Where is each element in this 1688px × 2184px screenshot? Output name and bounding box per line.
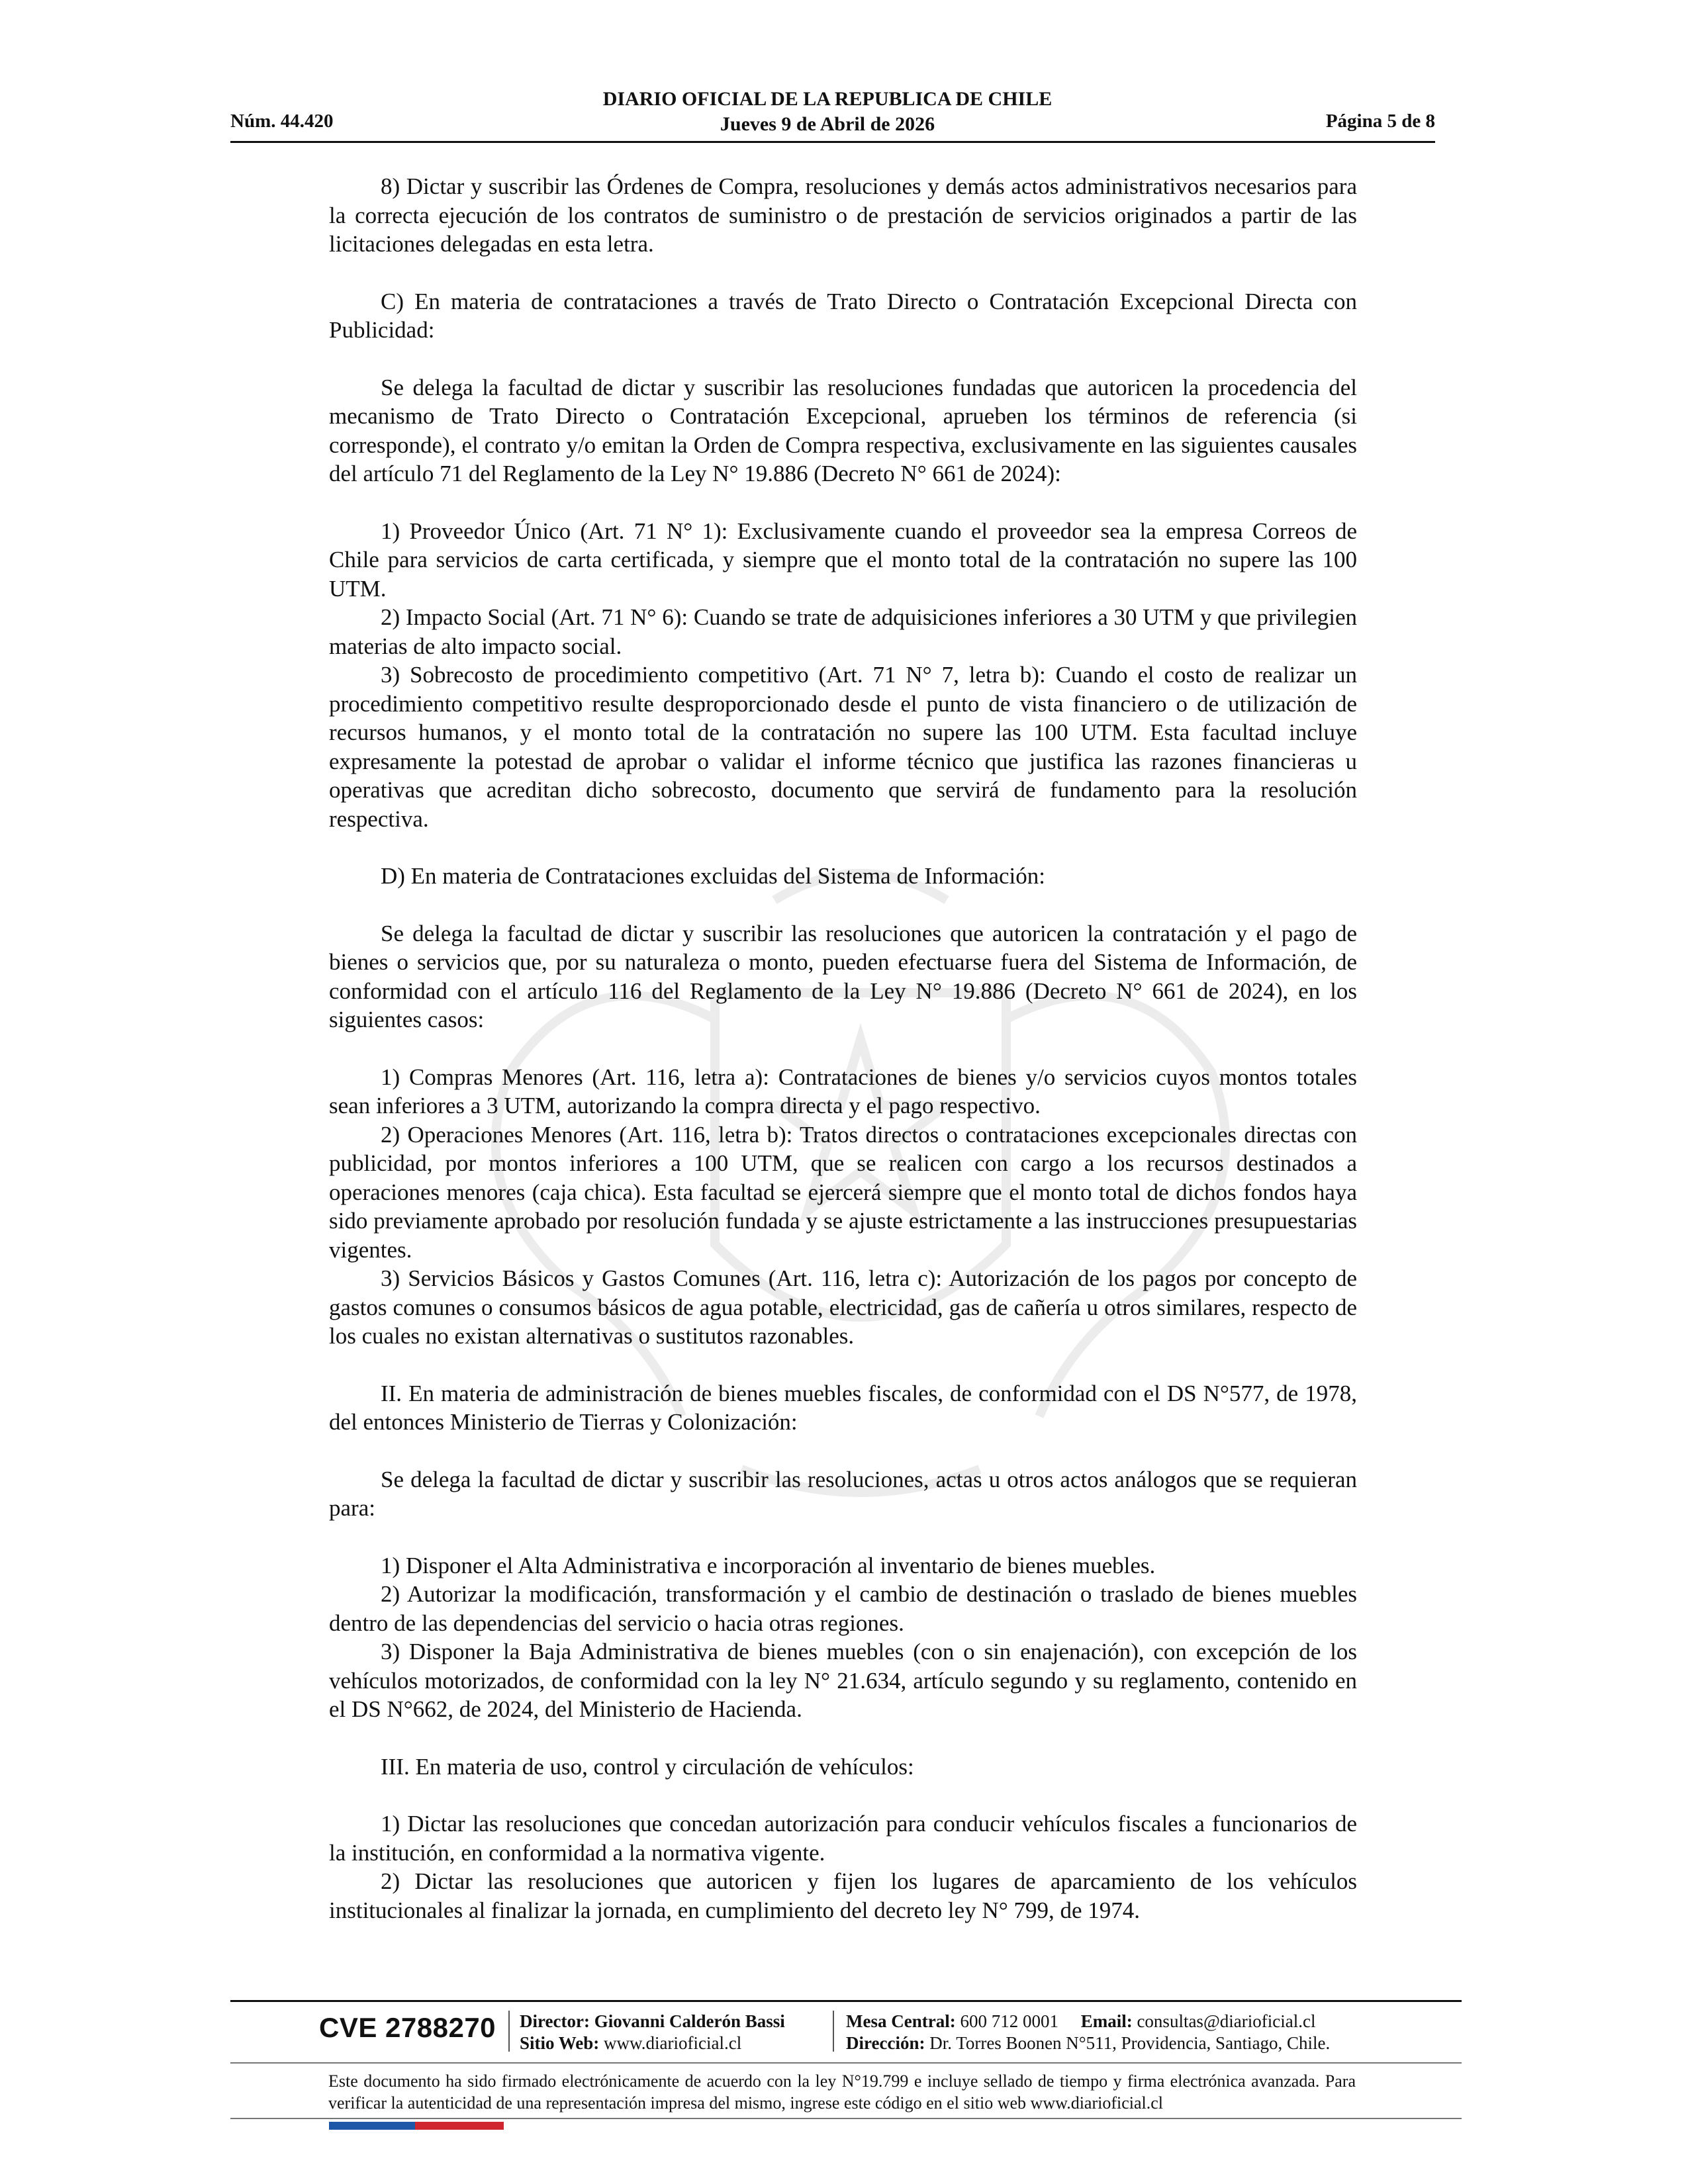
cve-code: CVE 2788270	[319, 2012, 496, 2043]
address-value: Dr. Torres Boonen N°511, Providencia, Santiago, Chile.	[929, 2033, 1331, 2053]
paragraph: Se delega la facultad de dictar y suscribir las resoluciones, actas u otros actos análogos que se requieran para:	[329, 1466, 1357, 1521]
website-link[interactable]: www.diarioficial.cl	[604, 2033, 742, 2053]
section-heading: II. En materia de administración de bienes muebles fiscales, de conformidad con el DS N°577, de 1978, del entonces Ministerio de Tierras y Colonización:	[329, 1380, 1357, 1435]
list-item: 2) Operaciones Menores (Art. 116, letra b): Tratos directos o contrataciones excepcionales directas con publicidad, por montos inferiores a 100 UTM, que se realicen con cargo a los recursos destinados a operaciones menores (caja chica). Esta facultad se ejercerá siempre que el monto total de dichos fondos haya sido previamente aprobado por resolución fundada y se ajuste estrictamente a las instrucciones presupuestarias vigentes.	[329, 1121, 1357, 1263]
list-item: 2) Autorizar la modificación, transformación y el cambio de destinación o traslado de bienes muebles dentro de las dependencias del servicio o hacia otras regiones.	[329, 1581, 1357, 1636]
footer-divider-bottom	[230, 2118, 1462, 2119]
list-item: 1) Proveedor Único (Art. 71 N° 1): Exclusivamente cuando el proveedor sea la empresa Correos de Chile para servicios de carta certificada, y siempre que el monto total de la contratación no supere las 100 UTM.	[329, 518, 1357, 602]
list-item: 1) Disponer el Alta Administrativa e incorporación al inventario de bienes muebles.	[381, 1552, 1156, 1578]
footer-director-block	[520, 2011, 785, 2054]
masthead-title: DIARIO OFICIAL DE LA REPUBLICA DE CHILE	[602, 88, 1053, 110]
list-item: 2) Dictar las resoluciones que autoricen y fijen los lugares de aparcamiento de los vehículos institucionales al finalizar la jornada, en cumplimiento del decreto ley N° 799, de 1974.	[329, 1868, 1357, 1923]
director-name: Giovanni Calderón Bassi	[594, 2011, 785, 2031]
footer-contact-block	[846, 2011, 1330, 2054]
flag-stripe-red	[415, 2122, 504, 2130]
header-divider	[230, 141, 1435, 143]
list-item: 1) Compras Menores (Art. 116, letra a): Contrataciones de bienes y/o servicios cuyos montos totales sean inferiores a 3 UTM, autorizando la compra directa y el pago respectivo.	[329, 1064, 1357, 1118]
list-item: 3) Disponer la Baja Administrativa de bienes muebles (con o sin enajenación), con excepción de los vehículos motorizados, de conformidad con la ley N° 21.634, artículo segundo y su reglamento, contenido en el DS N°662, de 2024, del Ministerio de Hacienda.	[329, 1639, 1357, 1722]
email-link[interactable]: consultas@diarioficial.cl	[1137, 2011, 1316, 2031]
footer-separator	[508, 2011, 510, 2052]
footer-divider-mid	[230, 2062, 1462, 2064]
issue-number: Núm. 44.420	[230, 111, 334, 132]
masthead	[463, 87, 1192, 137]
document-body	[329, 172, 1357, 1925]
website-label: Sitio Web:	[520, 2033, 600, 2053]
phone-label: Mesa Central:	[846, 2011, 956, 2031]
footer-divider-top	[230, 2000, 1462, 2002]
list-item: 1) Dictar las resoluciones que concedan autorización para conducir vehículos fiscales a funcionarios de la institución, en conformidad a la normativa vigente.	[329, 1811, 1357, 1866]
director-label: Director:	[520, 2011, 590, 2031]
flag-stripe-blue	[329, 2122, 415, 2130]
footer-separator	[833, 2011, 834, 2052]
list-item: 3) Sobrecosto de procedimiento competitivo (Art. 71 N° 7, letra b): Cuando el costo de realizar un procedimiento competitivo resulte desproporcionado desde el punto de vista financiero o de utilización de recursos humanos, y el monto total de la contratación no supere las 100 UTM. Esta facultad incluye expresamente la potestad de aprobar o validar el informe técnico que justifica las razones financieras u operativas que acreditan dicho sobrecosto, documento que servirá de fundamento para la resolución respectiva.	[329, 662, 1357, 832]
paragraph: Se delega la facultad de dictar y suscribir las resoluciones fundadas que autoricen la procedencia del mecanismo de Trato Directo o Contratación Excepcional, aprueben los términos de referencia (si corresponde), el contrato y/o emitan la Orden de Compra respectiva, exclusivamente en las siguientes causales del artículo 71 del Reglamento de la Ley N° 19.886 (Decreto N° 661 de 2024):	[329, 374, 1357, 486]
phone-value: 600 712 0001	[960, 2011, 1058, 2031]
section-heading: C) En materia de contrataciones a través de Trato Directo o Contratación Excepcional Directa con Publicidad:	[329, 288, 1357, 343]
section-heading: D) En materia de Contrataciones excluidas del Sistema de Información:	[381, 863, 1045, 889]
list-item: 3) Servicios Básicos y Gastos Comunes (Art. 116, letra c): Autorización de los pagos por concepto de gastos comunes o consumos básicos de agua potable, electricidad, gas de cañería u otros similares, respecto de los cuales no existan alternativas o sustitutos razonables.	[329, 1265, 1357, 1349]
page-indicator: Página 5 de 8	[1325, 111, 1435, 132]
issue-date: Jueves 9 de Abril de 2026	[720, 113, 935, 135]
paragraph: Se delega la facultad de dictar y suscribir las resoluciones que autoricen la contratación y el pago de bienes o servicios que, por su naturaleza o monto, pueden efectuarse fuera del Sistema de Información, de conformidad con el artículo 116 del Reglamento de la Ley N° 19.886 (Decreto N° 661 de 2024), en los siguientes casos:	[329, 920, 1357, 1032]
email-label: Email:	[1080, 2011, 1133, 2031]
signature-notice: Este documento ha sido firmado electrónicamente de acuerdo con la ley N°19.799 e incluye sellado de tiempo y firma electrónica avanzada. Para verificar la autenticidad de una representación impresa del mismo, ingrese este código en el sitio web www.diarioficial.cl	[328, 2071, 1356, 2113]
paragraph: 8) Dictar y suscribir las Órdenes de Compra, resoluciones y demás actos administrativos necesarios para la correcta ejecución de los contratos de suministro o de prestación de servicios originados a partir de las licitaciones delegadas en esta letra.	[329, 173, 1357, 257]
list-item: 2) Impacto Social (Art. 71 N° 6): Cuando se trate de adquisiciones inferiores a 30 UTM y que privilegien materias de alto impacto social.	[329, 604, 1357, 659]
address-label: Dirección:	[846, 2033, 925, 2053]
section-heading: III. En materia de uso, control y circulación de vehículos:	[381, 1753, 914, 1780]
